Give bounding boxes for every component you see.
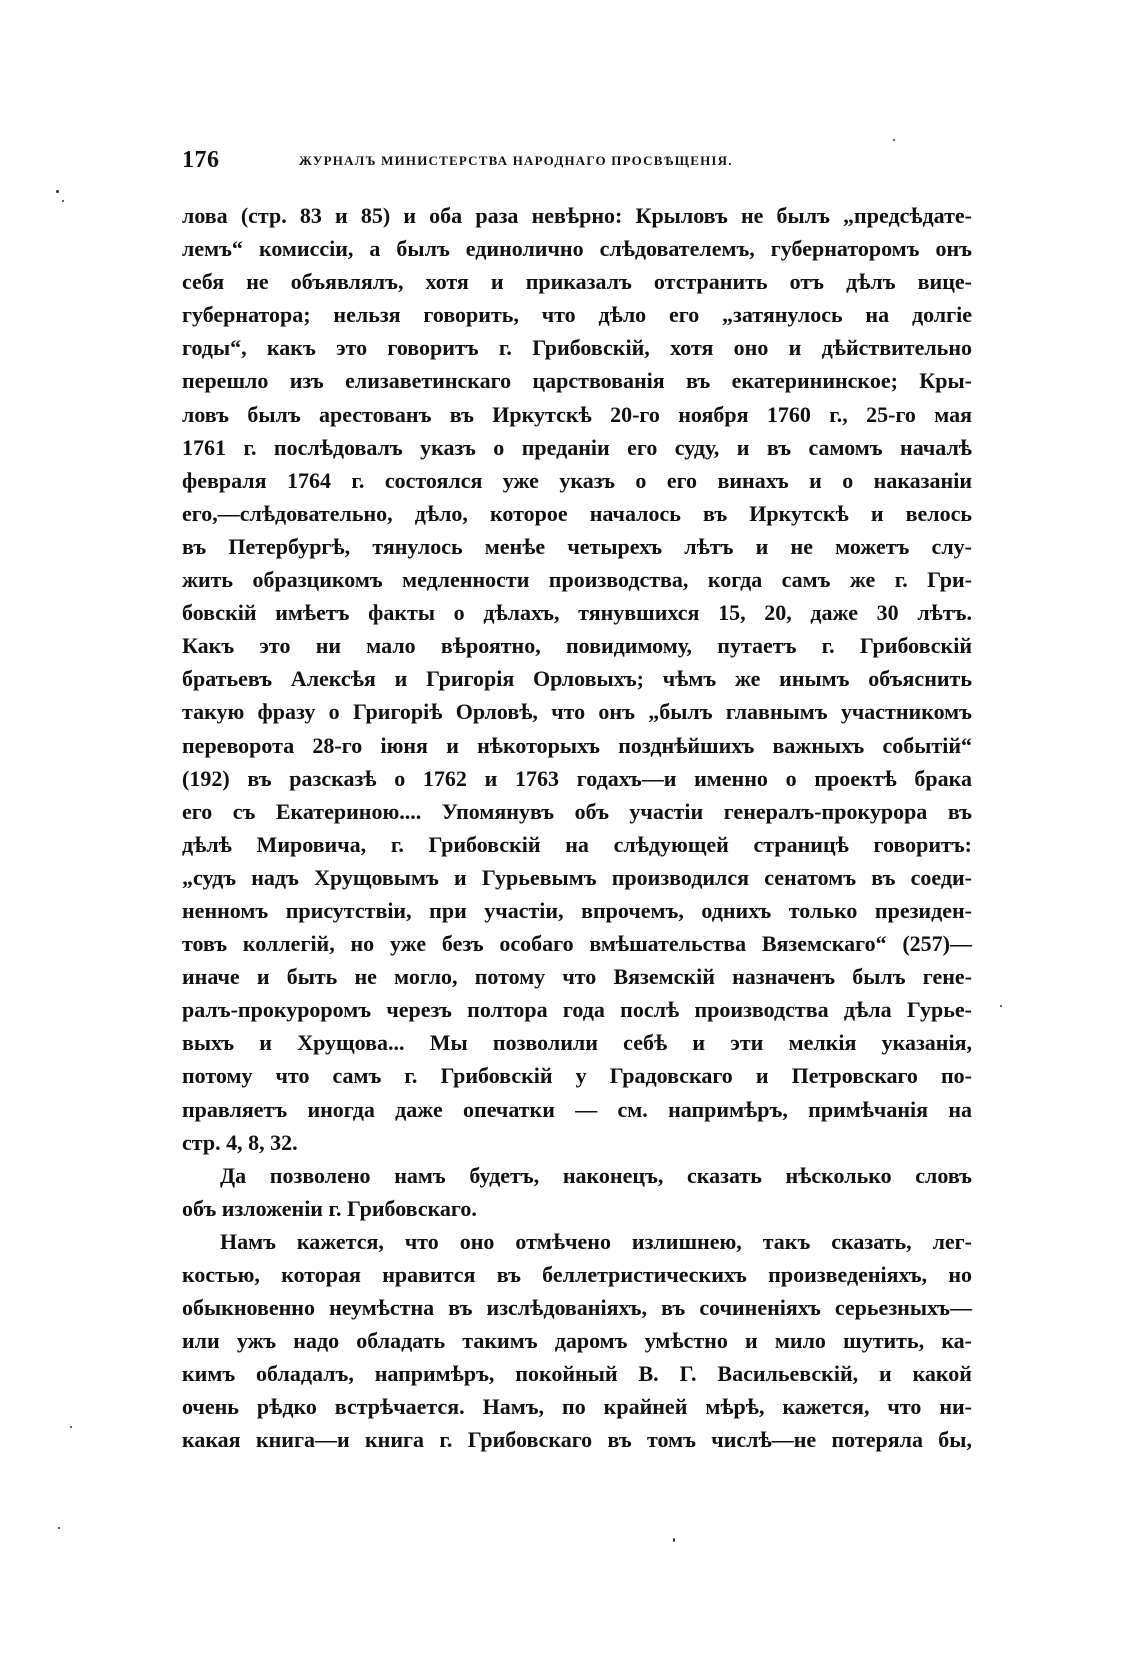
text-line: братьевъ Алексѣя и Григорія Орловыхъ; чѣмъ же инымъ объяснить [182, 666, 972, 692]
scan-speck [1000, 1005, 1002, 1007]
text-line: лемъ“ комиссіи, а былъ единолично слѣдователемъ, губернаторомъ онъ [182, 236, 972, 262]
text-line: ненномъ присутствіи, при участіи, впрочемъ, однихъ только президен- [182, 897, 972, 923]
text-line: губернатора; нельзя говорить, что дѣло его „затянулось на долгіе [182, 302, 972, 328]
text-line: ралъ-прокуроромъ черезъ полтора года послѣ производства дѣла Гурье- [182, 997, 972, 1023]
text-line: (192) въ разсказѣ о 1762 и 1763 годахъ—и именно о проектѣ брака [182, 765, 972, 791]
text-line: или ужъ надо обладать такимъ даромъ умѣстно и мило шутить, ка- [182, 1328, 972, 1354]
text-line: лова (стр. 83 и 85) и оба раза невѣрно: Крыловъ не былъ „предсѣдате- [182, 203, 972, 228]
text-line: 1761 г. послѣдовалъ указъ о преданіи его суду, и въ самомъ началѣ [182, 434, 972, 460]
text-line: „судъ надъ Хрущовымъ и Гурьевымъ производился сенатомъ въ соеди- [182, 864, 972, 890]
text-line: стр. 4, 8, 32. [182, 1129, 298, 1155]
page-number: 176 [182, 147, 220, 173]
running-head: ЖУРНАЛЪ МИНИСТЕРСТВА НАРОДНАГО ПРОСВѢЩЕНІЯ. [299, 153, 733, 168]
text-line: выхъ и Хрущова... Мы позволили себѣ и эти мелкія указанія, [182, 1030, 972, 1056]
text-line: потому что самъ г. Грибовскій у Градовскаго и Петровскаго по- [182, 1063, 972, 1089]
text-line: бовскій имѣетъ факты о дѣлахъ, тянувшихся 15, 20, даже 30 лѣтъ. [182, 600, 972, 626]
text-line: товъ коллегій, но уже безъ особаго вмѣшательства Вяземскаго“ (257)— [182, 931, 972, 957]
text-line: въ Петербургѣ, тянулось менѣе четырехъ лѣтъ и не можетъ слу- [182, 533, 972, 559]
text-line: дѣлѣ Мировича, г. Грибовскій на слѣдующей страницѣ говоритъ: [182, 831, 972, 857]
scan-speck [56, 190, 59, 193]
scan-speck [70, 1426, 72, 1428]
scan-speck [62, 200, 64, 202]
scan-speck [58, 1527, 60, 1529]
page-header [182, 147, 982, 177]
scan-speck [673, 1538, 675, 1542]
scan-speck [893, 139, 895, 141]
text-line: очень рѣдко встрѣчается. Намъ, по крайней мѣрѣ, кажется, что ни- [182, 1394, 972, 1420]
text-line: кимъ обладалъ, напримѣръ, покойный В. Г. Васильевскій, и какой [182, 1361, 972, 1387]
text-line: февраля 1764 г. состоялся уже указъ о его винахъ и о наказаніи [182, 467, 972, 493]
text-line: какая книга—и книга г. Грибовскаго въ томъ числѣ—не потеряла бы, [182, 1427, 972, 1453]
body-text [182, 199, 972, 1457]
text-line: перешло изъ елизаветинскаго царствованія въ екатерининское; Кры- [182, 368, 972, 394]
text-line: Какъ это ни мало вѣроятно, повидимому, путаетъ г. Грибовскій [182, 633, 972, 659]
text-line: его съ Екатериною.... Упомянувъ объ участіи генералъ-прокурора въ [182, 798, 972, 824]
text-line: такую фразу о Григоріѣ Орловѣ, что онъ „былъ главнымъ участникомъ [182, 699, 972, 725]
text-line: годы“, какъ это говоритъ г. Грибовскій, хотя оно и дѣйствительно [182, 335, 972, 361]
text-line: себя не объявлялъ, хотя и приказалъ отстранить отъ дѣлъ вице- [182, 269, 972, 295]
text-line: ловъ былъ арестованъ въ Иркутскѣ 20-го ноября 1760 г., 25-го мая [182, 401, 972, 427]
text-line: его,—слѣдовательно, дѣло, которое началось въ Иркутскѣ и велось [182, 500, 972, 526]
text-line: правляетъ иногда даже опечатки — см. напримѣръ, примѣчанія на [182, 1096, 972, 1122]
text-line: костью, которая нравится въ беллетристическихъ произведеніяхъ, но [182, 1262, 972, 1287]
text-line: иначе и быть не могло, потому что Вяземскій назначенъ былъ гене- [182, 964, 972, 990]
text-line: жить образцикомъ медленности производства, когда самъ же г. Гри- [182, 567, 972, 593]
text-line: Да позволено намъ будетъ, наконецъ, сказать нѣсколько словъ [220, 1162, 972, 1188]
text-line: объ изложеніи г. Грибовскаго. [182, 1195, 477, 1221]
text-line: обыкновенно неумѣстна въ изслѣдованіяхъ, въ сочиненіяхъ серьезныхъ— [182, 1295, 972, 1321]
text-line: Намъ кажется, что оно отмѣчено излишнею, такъ сказать, лег- [220, 1228, 972, 1254]
text-line: переворота 28-го іюня и нѣкоторыхъ позднѣйшихъ важныхъ событій“ [182, 732, 972, 758]
